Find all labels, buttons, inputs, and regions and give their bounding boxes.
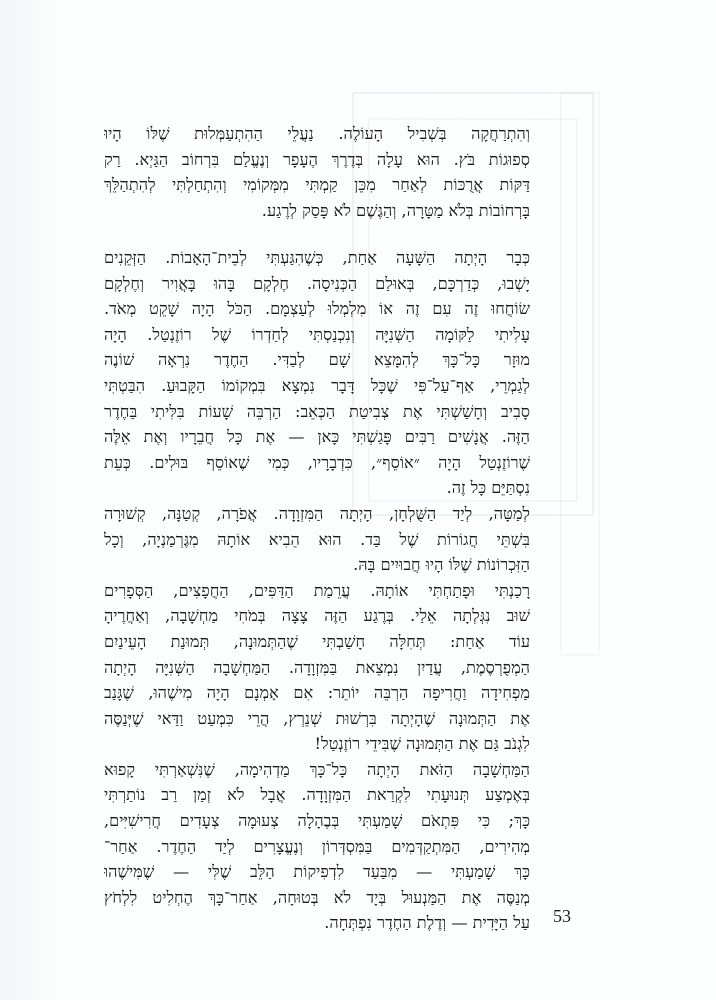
text-line: שׂוֹחֲחוּ זֶה עִם זֶה אוֹ מִלְמְלוּ לְעַצְמָם. הַכֹּל הָיָה שָׁקֵט מְאֹד. [104,299,530,319]
text-line: בִּשְׁתֵּי חֲגוֹרוֹת שֶׁל בַּד. הוּא הֵבִיא אוֹתָהּ מִגֶּרְמַנְיָה, וְכָל [104,529,530,549]
text-line: בָּרְחוֹבוֹת בְּלֹא מַטָּרָה, וְהַגֶּשֶׁם לֹא פָּסַק לְרֶגַע. [261,200,530,220]
text-line: עַל הַיָּדִית — וְדֶלֶת הַחֶדֶר נִפְתְּחָה. [324,913,530,933]
paragraph-2 [104,245,530,936]
text-line: כָּךְ; כִּי פִּתְאֹם שָׁמַעְתִּי בְּבֶהָלָה צְעוּמָה צְעָדִים חֲרִישִׁיִּים, [104,811,530,831]
text-line: סְפוּגוֹת בֹּץ. הוּא עָלָה בְּדֶרֶךְ הֶעָפָר וְנֶעֱלַם בִּרְחוֹב הַגַּיְא. רַק [104,149,530,169]
text-line: מוּזָר כָּל־כָּךְ לְהִמָּצֵא שָׁם לְבַדִּי. הַחֶדֶר נִרְאָה שׁוֹנֶה [104,350,530,370]
text-line: דַּקּוֹת אֲרֻכּוֹת לְאַחַר מִכֵּן קַמְתִּי מִמְּקוֹמִי וְהִתְחַלְתִּי לְהִתְהַלֵּךְ [104,175,530,195]
text-line: שׁוּב נִגְּלְתָה אֵלַי. בְּרֶגַע הַזֶּה צָצָה בְּמֹחִי מַחְשָׁבָה, וְאַחֲרֶיהָ [104,606,530,626]
text-line: הַמַּחְשָׁבָה הַזֹּאת הָיְתָה כָּל־כָּךְ מַדְהִימָה, שֶׁנִּשְׁאַרְתִּי קָפוּא [104,759,530,779]
text-line: הַמְפֻרְסֶמֶת, עֲדַיִן נִמְצֵאת בַּמִּזְוָדָה. הַמַּחְשָׁבָה הַשְּׁנִיָּה הָיְתָה [104,657,530,677]
text-line: הַזֶּה. אֲנָשִׁים רַבִּים פָּגַשְׁתִּי כָּאן — אֶת כָּל חֲבֵרָיו וְאֶת אֵלֶּה [104,427,530,447]
text-line: מְהִירִים, הַמִּתְקַדְּמִים בַּמִּסְדְּרוֹן וְנֶעֱצָרִים לְיַד הַחֶדֶר. אַחַר־ [104,836,530,856]
text-line: הַזִּכְרוֹנוֹת שֶׁלּוֹ הָיוּ חֲבוּיִים בָּהּ. [353,555,530,575]
show-through-column [560,92,600,656]
text-line: לְמַטָּה, לְיַד הַשֻּׁלְחָן, הָיְתָה הַמִּזְוָדָה. אֲפֹרָה, קְטַנָּה, קְשׁוּרָה [104,503,530,523]
page-number: 53 [553,906,571,926]
text-line: לְגַמְרֵי, אַף־עַל־פִּי שֶׁכָּל דָּבָר נִמְצָא בִּמְקוֹמוֹ הַקָּבוּעַ. הִבַּטְתִּי [104,375,530,395]
text-line: עָלִיתִי לַקּוֹמָה הַשְּׁנִיָּה וְנִכְנַסְתִּי לְחַדְרוֹ שֶׁל רוֹזֶנְטַל. הָיָה [104,324,530,344]
text-line: שֶׁרוֹזֶנְטַל הָיָה ״אוֹסֵף״, כִּדְבָרָיו, כְּמִי שֶׁאוֹסֵף בּוּלִים. כְּעֵת [104,452,530,472]
text-line: סָבִיב וְחָשַׁשְׁתִּי אֶת צְבִיטַת הַכְּאֵב: הַרְבֵּה שָׁעוֹת בִּלִּיתִי בַּחֶדֶר [104,401,530,421]
text-line: עוֹד אַחַת: תְּחִלָּה חָשַׁבְתִּי שֶׁהַתְּמוּנָה, תְּמוּנַת הָעֵינַיִם [104,631,530,651]
text-line: לִגְנֹב גַּם אֶת הַתְּמוּנָה שֶׁבִּידֵי רוֹזֶנְטַל! [314,734,530,754]
text-line: נִסְתַּיֵּם כָּל זֶה. [446,478,530,498]
text-line: אֶת הַתְּמוּנָה שֶׁהָיְתָה בִּרְשׁוּת שְׁנֵרְץ, הֲרֵי כִּמְעַט וַדַּאי שֶׁיְּנַסֶּה [104,708,530,728]
text-line: כָּךְ שָׁמַעְתִּי — מִבַּעַד לִדְפִיקוֹת הַלֵּב שֶׁלִּי — שֶׁמִּישֶׁהוּ [104,862,530,882]
text-line: מְנַסֶּה אֶת הַמַּנְעוּל בְּיָד לֹא בְּטוּחָה, אַחַר־כָּךְ הֶחְלִיט לִלְחֹץ [104,887,530,907]
text-line: רָכַנְתִּי וּפָתַחְתִּי אוֹתָהּ. עֲרֵמַת הַדַּפִּים, הַחֲפָצִים, הַסְּפָרִים [104,580,530,600]
text-line: וְהִתְרַחֲקָה בְּשְׁבִיל הָעוֹלֶה. נַעֲלֵי הַהִתְעַמְּלוּת שֶׁלּוֹ הָיוּ [104,124,530,143]
text-line: מַפְחִידָה וַחֲרִיפָה הַרְבֵּה יוֹתֵר: אִם אָמְנָם הָיָה מִישֶׁהוּ, שֶׁגָּנַב [104,683,530,703]
text-line: בְּאֶמְצַע תְּנוּעָתִי לִקְרַאת הַמִּזְוָדָה. אֲבָל לֹא זְמַן רַב נוֹתַרְתִּי [104,785,530,805]
paragraph-1 [104,121,530,223]
text-line: יָשְׁבוּ, כְּדַרְכָּם, בְּאוּלַם הַכְּנִיסָה. חֶלְקָם בָּהוּ בָּאֲוִיר וְחֶלְקָם [104,273,530,293]
text-line: כְּבָר הָיְתָה הַשָּׁעָה אַחַת, כְּשֶׁהִגַּעְתִּי לְבֵית־הָאָבוֹת. הַזְּקֵנִים [104,248,530,267]
